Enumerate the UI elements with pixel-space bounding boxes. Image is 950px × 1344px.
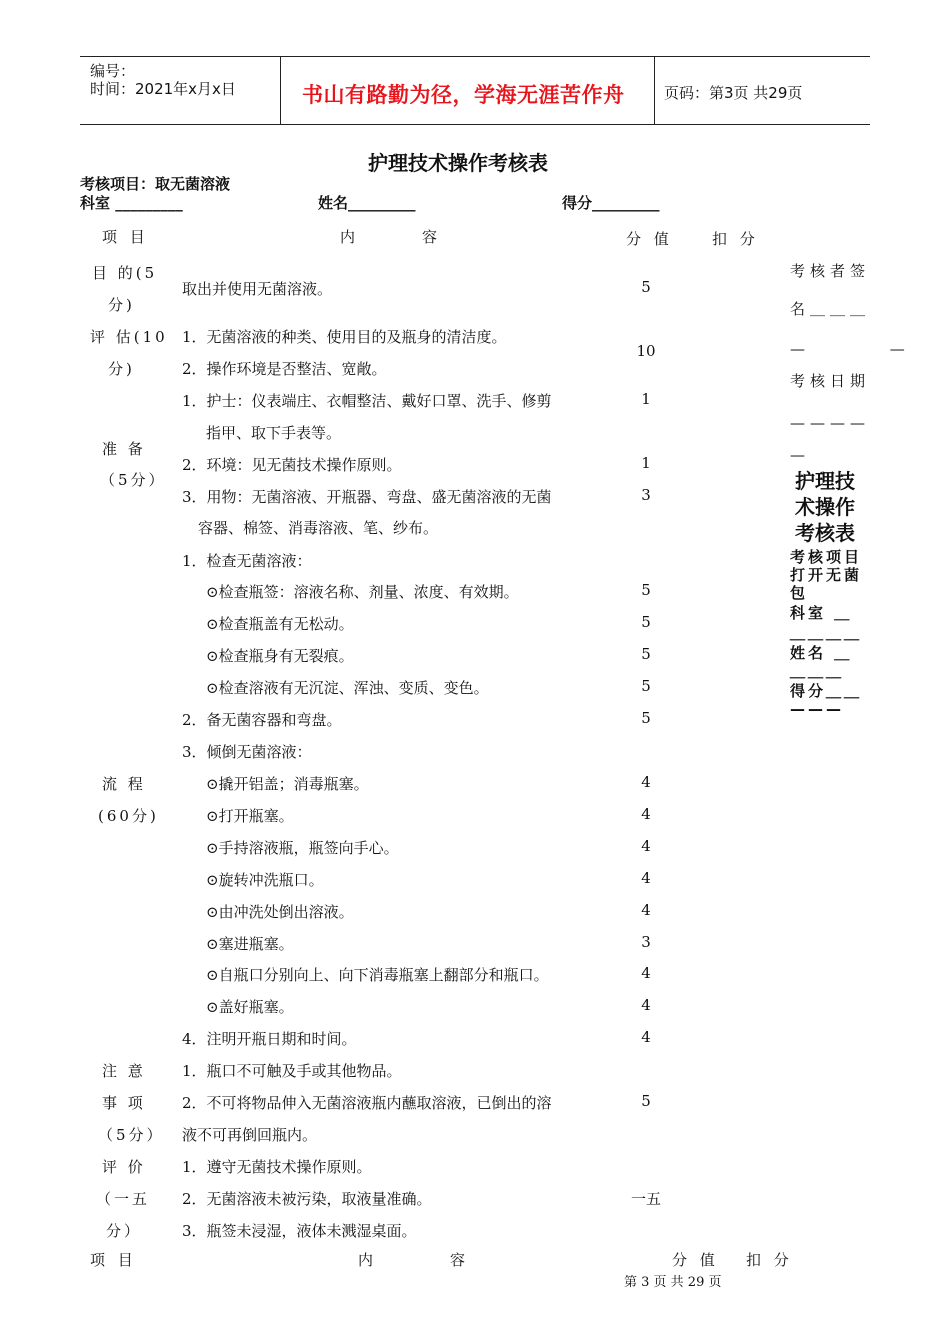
row-score: 1 <box>641 390 651 408</box>
sidebar-dash: — — <box>790 340 945 358</box>
category-label: 评 估(10 <box>90 328 168 346</box>
row-score: 5 <box>641 677 651 695</box>
sidebar-score-line: ——— <box>790 700 844 718</box>
row-text: ⊙检查瓶身有无裂痕。 <box>206 647 354 665</box>
row-score: 4 <box>641 805 651 823</box>
row-text: 取出并使用无菌溶液。 <box>182 280 333 298</box>
row-score: 3 <box>641 486 651 504</box>
col-header-content-b: 容 <box>422 228 442 246</box>
row-text: 1．无菌溶液的种类、使用目的及瓶身的清洁度。 <box>182 328 507 346</box>
assessment-project: 考核项目：取无菌溶液 <box>80 175 231 193</box>
row-score: 3 <box>641 933 651 951</box>
row-text: ⊙手持溶液瓶，瓶签向手心。 <box>206 839 399 857</box>
category-label: （5分） <box>98 1126 165 1144</box>
col-header-value: 分 值 <box>626 230 673 248</box>
sidebar-project: 考核项目 <box>790 548 863 566</box>
row-score: 4 <box>641 837 651 855</box>
row-text: 3．瓶签未浸湿，液体未溅湿桌面。 <box>182 1222 417 1240</box>
row-text: ⊙盖好瓶塞。 <box>206 998 294 1016</box>
row-score: 10 <box>636 342 656 360</box>
row-text: 3．倾倒无菌溶液： <box>182 743 312 761</box>
header-motto: 书山有路勤为径，学海无涯苦作舟 <box>302 83 625 107</box>
row-score: 4 <box>641 901 651 919</box>
sidebar-title: 护理技 <box>795 469 855 493</box>
row-text: 2．环境：见无菌技术操作原则。 <box>182 456 402 474</box>
category-label: 事 项 <box>102 1094 146 1112</box>
row-score: 5 <box>641 613 651 631</box>
row-text: ⊙检查瓶盖有无松动。 <box>206 615 354 633</box>
category-label: 分) <box>108 296 135 314</box>
row-score: 4 <box>641 996 651 1014</box>
col-header-content-a: 内 <box>340 228 360 246</box>
row-text: 2．备无菌容器和弯盘。 <box>182 711 342 729</box>
page-title: 护理技术操作考核表 <box>368 151 548 175</box>
row-text: 2．操作环境是否整洁、宽敞。 <box>182 360 387 378</box>
row-text: ⊙打开瓶塞。 <box>206 807 294 825</box>
sidebar-date: 考核日期 <box>790 372 871 390</box>
footer-col-value: 分 值 <box>672 1251 719 1269</box>
row-text: 2．无菌溶液未被污染，取液量准确。 <box>182 1190 432 1208</box>
page-indicator: 页码：第3页 共29页 <box>664 84 803 102</box>
page-footer: 第 3 页 共 29 页 <box>624 1275 722 1290</box>
footer-col-deduct: 扣 分 <box>746 1251 793 1269</box>
sidebar-dept: 科室 ＿ <box>790 604 853 622</box>
row-score: 一五 <box>630 1190 661 1208</box>
name-field: 姓名_________ <box>318 194 416 212</box>
row-text: 液不可再倒回瓶内。 <box>182 1126 318 1144</box>
row-text: 1．护士：仪表端庄、衣帽整洁、戴好口罩、洗手、修剪 <box>182 392 552 410</box>
sidebar-dept-line: ＿＿＿＿ <box>790 624 863 642</box>
category-label: 分） <box>106 1222 143 1240</box>
header-divider-right <box>654 56 655 125</box>
footer-col-content-b: 容 <box>450 1251 470 1269</box>
row-score: 4 <box>641 869 651 887</box>
row-text: 1．遵守无菌技术操作原则。 <box>182 1158 372 1176</box>
category-label: 准 备 <box>102 440 146 458</box>
row-text: ⊙撬开铝盖；消毒瓶塞。 <box>206 775 369 793</box>
sidebar-signer-line: 名＿＿＿ <box>790 300 871 318</box>
doc-time-label: 时间：2021年x月x日 <box>90 80 236 98</box>
row-text: ⊙检查瓶签：溶液名称、剂量、浓度、有效期。 <box>206 583 519 601</box>
row-text: ⊙自瓶口分别向上、向下消毒瓶塞上翻部分和瓶口。 <box>206 966 549 984</box>
row-score: 4 <box>641 773 651 791</box>
sidebar-title: 考核表 <box>795 521 855 545</box>
doc-number-label: 编号： <box>90 62 136 80</box>
row-score: 1 <box>641 454 651 472</box>
sidebar-title: 术操作 <box>795 495 855 519</box>
category-label: 注 意 <box>102 1062 146 1080</box>
row-text: 3．用物：无菌溶液、开瓶器、弯盘、盛无菌溶液的无菌 <box>182 488 552 506</box>
category-label: 流 程 <box>102 775 146 793</box>
row-text: 容器、棉签、消毒溶液、笔、纱布。 <box>198 519 439 537</box>
category-label: （一五 <box>96 1190 151 1208</box>
col-header-deduct: 扣 分 <box>712 230 759 248</box>
category-label: (60分) <box>98 807 159 825</box>
sidebar-project: 打开无菌 <box>790 566 863 584</box>
category-label: 目 的(5 <box>92 264 158 282</box>
sidebar-name: 姓名 ＿ <box>790 644 853 662</box>
sidebar-score: 得分＿＿ <box>790 682 863 700</box>
row-score: 4 <box>641 964 651 982</box>
sidebar-dash: — <box>790 446 810 464</box>
row-score: 5 <box>641 581 651 599</box>
header-bottom-rule <box>80 124 870 125</box>
row-text: 指甲、取下手表等。 <box>206 424 342 442</box>
col-header-item: 项 目 <box>102 228 149 246</box>
row-score: 5 <box>641 709 651 727</box>
row-text: 2．不可将物品伸入无菌溶液瓶内蘸取溶液，已倒出的溶 <box>182 1094 552 1112</box>
header-top-rule <box>80 56 870 57</box>
row-text: ⊙塞进瓶塞。 <box>206 935 294 953</box>
row-text: ⊙由冲洗处倒出溶液。 <box>206 903 354 921</box>
footer-col-content-a: 内 <box>358 1251 378 1269</box>
header-divider-left <box>280 56 281 125</box>
sidebar-date-line: ———— <box>790 414 870 432</box>
category-label: 评 价 <box>102 1158 146 1176</box>
row-score: 5 <box>641 645 651 663</box>
category-label: （5分） <box>100 471 167 489</box>
row-text: 1．瓶口不可触及手或其他物品。 <box>182 1062 402 1080</box>
row-score: 4 <box>641 1028 651 1046</box>
footer-col-item: 项 目 <box>90 1251 137 1269</box>
row-text: ⊙检查溶液有无沉淀、浑浊、变质、变色。 <box>206 679 489 697</box>
row-text: 1．检查无菌溶液： <box>182 552 312 570</box>
category-label: 分) <box>108 360 135 378</box>
dept-field: 科室 _________ <box>80 194 183 212</box>
score-field: 得分_________ <box>562 194 660 212</box>
sidebar-project: 包 <box>790 584 809 602</box>
row-score: 5 <box>641 278 651 296</box>
sidebar-name-line: ＿＿＿ <box>790 662 845 680</box>
row-text: 4．注明开瓶日期和时间。 <box>182 1030 357 1048</box>
sidebar-signer: 考核者签 <box>790 262 871 280</box>
row-score: 5 <box>641 1092 651 1110</box>
row-text: ⊙旋转冲洗瓶口。 <box>206 871 324 889</box>
